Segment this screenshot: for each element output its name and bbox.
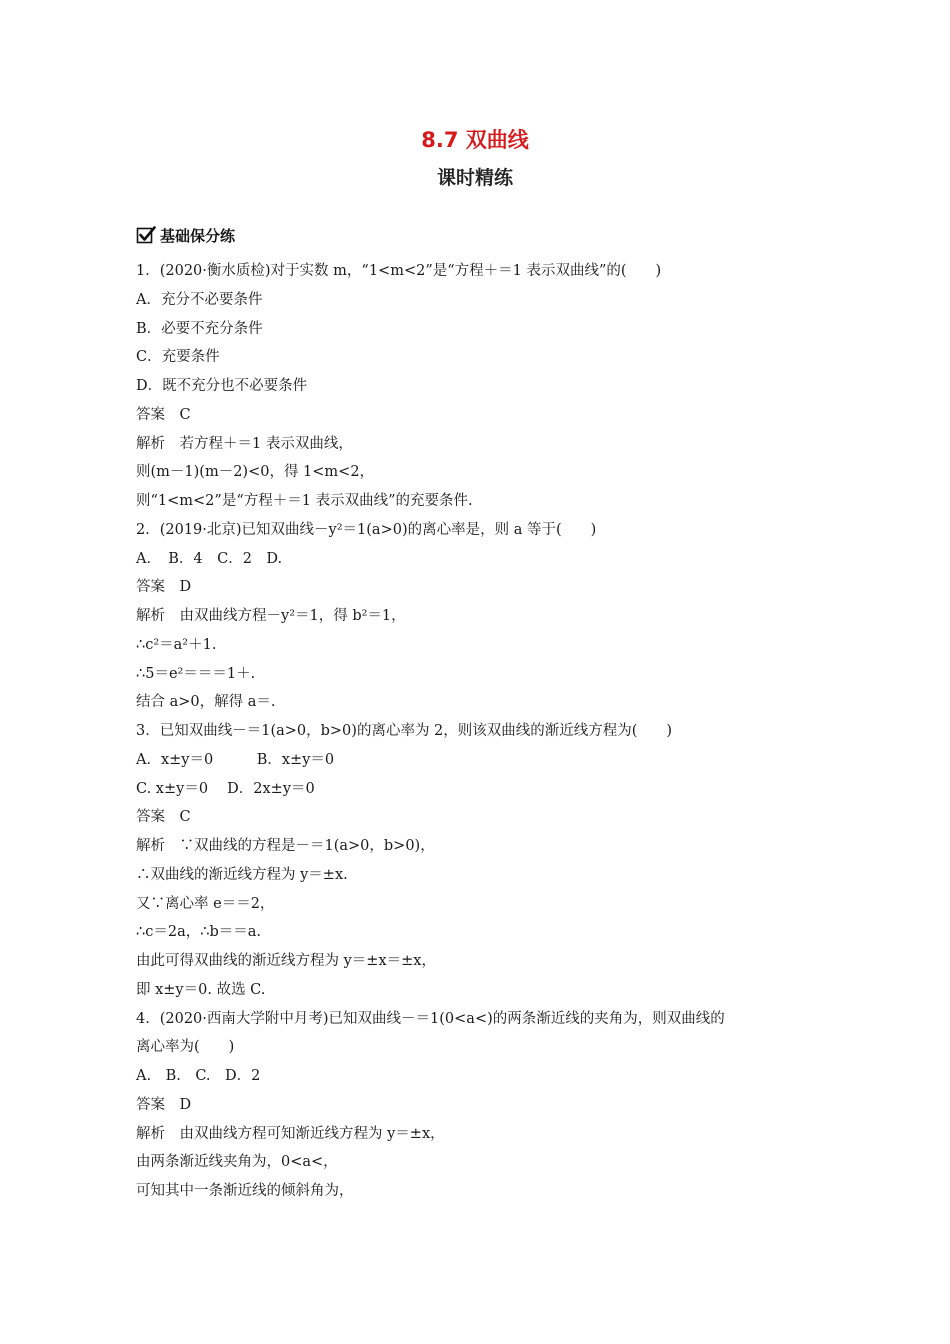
text-line: 答案 C <box>136 809 191 826</box>
text-line: ∴c＝2a，∴b＝＝a. <box>136 924 261 941</box>
text-line: 解析 若方程＋＝1 表示双曲线， <box>136 435 353 452</box>
text-line: ∴5＝e²＝＝＝1＋. <box>136 665 256 682</box>
text-line: 解析 由双曲线方程－y²＝1，得 b²＝1， <box>136 608 406 624</box>
text-line: D．既不充分也不必要条件 <box>136 378 308 394</box>
text-line: 结合 a>0，解得 a＝. <box>136 694 276 711</box>
text-line: 答案 C <box>136 406 191 423</box>
text-line: 可知其中一条渐近线的倾斜角为， <box>136 1183 354 1199</box>
text-line: 2．(2019·北京)已知双曲线－y²＝1(a>0)的离心率是，则 a 等于( ) <box>136 521 597 538</box>
text-line: 则(m－1)(m－2)<0，得 1<m<2， <box>136 464 375 481</box>
text-line: 又∵离心率 e＝＝2， <box>136 895 275 912</box>
text-line: C．充要条件 <box>136 349 220 366</box>
text-line: A．x±y＝0 B．x±y＝0 <box>136 751 335 768</box>
page-title: 8.7 双曲线 <box>421 128 529 152</box>
text-line: 答案 D <box>136 579 192 596</box>
text-line: B．必要不充分条件 <box>136 320 263 337</box>
problem-text <box>136 257 826 1206</box>
text-line: 1．(2020·衡水质检)对于实数 m，“1<m<2”是“方程＋＝1 表示双曲线”的( ) <box>136 263 662 279</box>
text-line: ∴双曲线的渐近线方程为 y＝±x. <box>136 866 348 883</box>
text-line: ∴c²＝a²＋1. <box>136 636 217 653</box>
text-line: 解析 由双曲线方程可知渐近线方程为 y＝±x， <box>136 1125 445 1142</box>
text-line: C. x±y＝0 D．2x±y＝0 <box>136 780 315 797</box>
text-line: 4．(2020·西南大学附中月考)已知双曲线－＝1(0<a<)的两条渐近线的夹角为，则双曲线的 <box>136 1010 725 1027</box>
text-line: 离心率为( ) <box>136 1039 235 1056</box>
text-line: A． B．4 C．2 D. <box>136 550 283 567</box>
text-line: 由此可得双曲线的渐近线方程为 y＝±x＝±x， <box>136 953 436 969</box>
page-subtitle: 课时精练 <box>436 167 513 189</box>
text-line: 则“1<m<2”是“方程＋＝1 表示双曲线”的充要条件. <box>136 493 473 509</box>
text-line: 答案 D <box>136 1096 192 1113</box>
text-line: 即 x±y＝0. 故选 C. <box>136 981 266 998</box>
text-line: 由两条渐近线夹角为，0<a<， <box>136 1154 338 1171</box>
text-line: A. B. C. D．2 <box>136 1068 261 1084</box>
section-label: 基础保分练 <box>160 226 236 245</box>
text-line: A．充分不必要条件 <box>136 291 263 308</box>
checkbox-check-icon <box>136 225 156 245</box>
text-line: 解析 ∵双曲线的方程是－＝1(a>0，b>0)， <box>136 838 435 854</box>
text-line: 3．已知双曲线－＝1(a>0，b>0)的离心率为 2，则该双曲线的渐近线方程为( ) <box>136 723 673 739</box>
section-heading <box>136 223 235 247</box>
